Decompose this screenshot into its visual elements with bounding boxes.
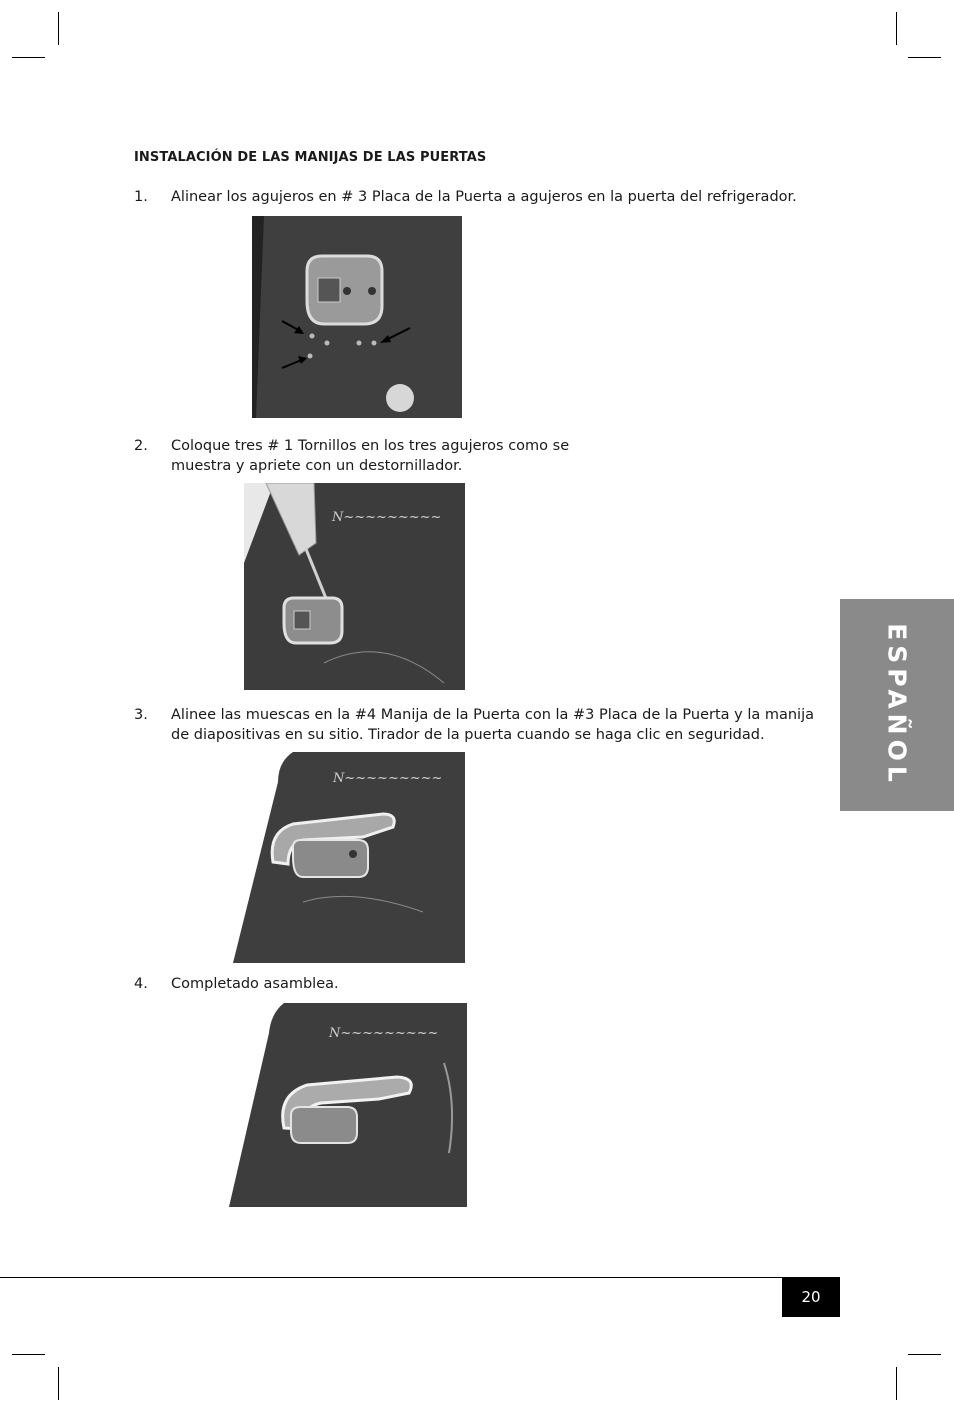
crop-mark bbox=[896, 1367, 897, 1400]
step-text: Alinear los agujeros en # 3 Placa de la Puerta a agujeros en la puerta del refrigerador. bbox=[171, 189, 797, 205]
step-number: 2. bbox=[134, 438, 148, 454]
crop-mark bbox=[908, 1354, 941, 1355]
crop-mark bbox=[58, 12, 59, 45]
step-number: 4. bbox=[134, 976, 148, 992]
step-number: 3. bbox=[134, 707, 148, 723]
page-number-label: 20 bbox=[801, 1288, 821, 1306]
crop-mark bbox=[58, 1367, 59, 1400]
photo-door-plate-holes bbox=[252, 216, 462, 418]
photo-completed-assembly bbox=[229, 1003, 467, 1207]
step-2 bbox=[134, 436, 814, 476]
photo-screwdriver bbox=[244, 483, 465, 690]
step-text: Coloque tres # 1 Tornillos en los tres agujeros como se bbox=[171, 438, 570, 454]
svg-text:N~~~~~~~~~: N~~~~~~~~~ bbox=[329, 1026, 439, 1041]
crop-mark bbox=[908, 57, 941, 58]
step-number: 1. bbox=[134, 189, 148, 205]
crop-mark bbox=[12, 1354, 45, 1355]
svg-text:N~~~~~~~~~: N~~~~~~~~~ bbox=[332, 510, 442, 525]
crop-mark bbox=[896, 12, 897, 45]
step-text-line2: de diapositivas en su sitio. Tirador de la puerta cuando se haga clic en seguridad. bbox=[171, 727, 765, 743]
step-1 bbox=[134, 187, 814, 207]
language-tab-label: ESPAÑOL bbox=[882, 623, 912, 787]
step-text-line2: muestra y apriete con un destornillador. bbox=[171, 458, 463, 474]
footer-rule bbox=[0, 1277, 782, 1278]
page-number bbox=[782, 1277, 840, 1317]
step-4 bbox=[134, 974, 814, 994]
step-text: Completado asamblea. bbox=[171, 976, 339, 992]
step-3 bbox=[134, 705, 814, 745]
section-heading: INSTALACIÓN DE LAS MANIJAS DE LAS PUERTAS bbox=[134, 150, 487, 165]
photo-handle-sliding bbox=[233, 752, 465, 963]
svg-text:N~~~~~~~~~: N~~~~~~~~~ bbox=[333, 771, 443, 786]
step-text: Alinee las muescas en la #4 Manija de la Puerta con la #3 Placa de la Puerta y la manija bbox=[171, 707, 814, 723]
crop-mark bbox=[12, 57, 45, 58]
language-tab bbox=[840, 599, 954, 811]
